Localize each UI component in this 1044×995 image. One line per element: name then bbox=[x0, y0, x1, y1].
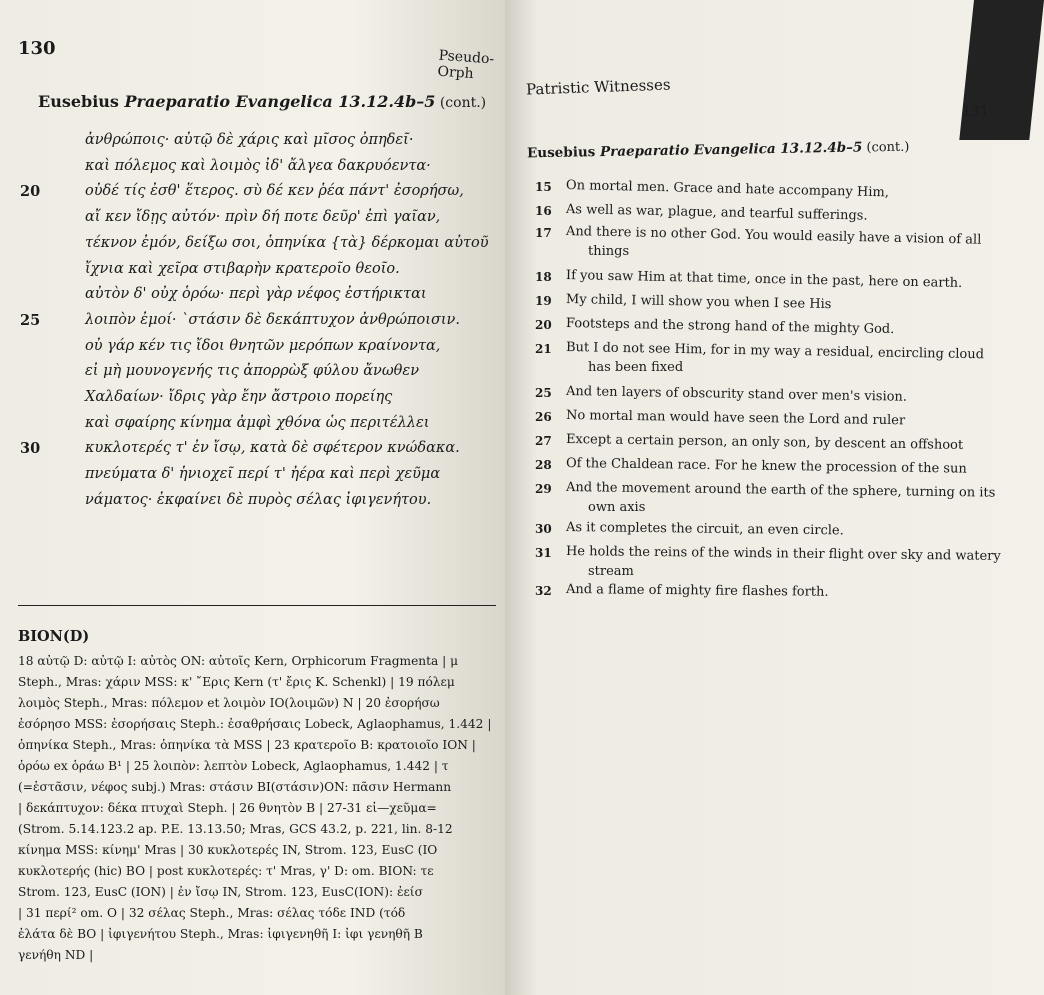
translation-line-continuation: has been fixed bbox=[588, 360, 684, 375]
greek-line: εἰ μὴ μουνογενής τις ἀπορρὼξ φύλου ἄνωθεν bbox=[85, 363, 420, 380]
translation-line-number: 26 bbox=[535, 410, 552, 424]
translation-line: Except a certain person, an only son, by descent an offshoot bbox=[565, 432, 964, 453]
right-running-head: Patristic Witnesses bbox=[525, 75, 671, 99]
translation-line-number: 15 bbox=[535, 180, 552, 194]
translation-line-continuation: things bbox=[588, 244, 630, 259]
translation-line: No mortal man would have seen the Lord and ruler bbox=[565, 408, 906, 429]
heading-prefix: Eusebius bbox=[526, 144, 601, 162]
greek-line: οὐ γάρ κέν τις ἴδοι θνητῶν μερόπων κραίνοντα, bbox=[85, 337, 441, 354]
translation-line-number: 32 bbox=[535, 584, 552, 598]
translation-line-number: 16 bbox=[535, 204, 552, 218]
heading-suffix: (cont.) bbox=[435, 95, 487, 111]
translation-line-number: 25 bbox=[535, 386, 552, 400]
translation-line: And ten layers of obscurity stand over men's vision. bbox=[565, 384, 908, 405]
translation-line: And a flame of mighty fire flashes forth. bbox=[565, 582, 829, 600]
translation-line-number: 28 bbox=[535, 458, 552, 472]
translation-line-number: 30 bbox=[535, 522, 552, 536]
translation-line-number: 31 bbox=[535, 546, 552, 560]
heading-prefix: Eusebius bbox=[38, 92, 125, 111]
apparatus-rule bbox=[18, 605, 496, 606]
translation-line-number: 21 bbox=[535, 342, 552, 356]
translation-line: As it completes the circuit, an even circle. bbox=[565, 520, 844, 539]
translation-line: Footsteps and the strong hand of the mighty God. bbox=[565, 316, 895, 338]
greek-line: καὶ σφαίρης κίνημα ἀμφὶ χθόνα ὡς περιτέλλει bbox=[85, 414, 430, 431]
translation-line: If you saw Him at that time, once in the past, here on earth. bbox=[565, 268, 963, 291]
greek-line-number: 20 bbox=[20, 183, 41, 201]
translation-line-number: 18 bbox=[535, 270, 552, 284]
left-section-heading bbox=[38, 92, 486, 111]
critical-apparatus: 18 αὐτῷ D: αὐτῷ I: αὐτὸς ON: αὐτοῖς Kern, Orphicorum Fragmenta | μ Steph., Mras: χάριν MSS: κ' ῎Ερις Kern (τ' ἔρις K. Schenkl) | 19 πόλεμ λοιμὸς Steph., Mras: πόλεμον et λοιμὸν IO(λοιμῶν) N | 20 ἐσορήσω ἐσόρησο MSS: ἐσορήσαις Steph.: ἐσαθρήσαις Lobeck, Aglaophamus, 1.442 | ὁπηνίκα Steph., Mras: ὁπηνίκα τὰ MSS | 23 κρατεροῖο B: κρατοιοῖο ION | ὁρόω ex ὁράω B¹ | 25 λοιπὸν: λεπτὸν Lobeck, Aglaophamus, 1.442 | τ (=ἑστᾶσιν, νέφος subj.) Mras: στάσιν BI(στάσιν)ON: πᾶσιν Hermann | δεκάπτυχον: δέκα πτυχαὶ Steph. | 26 θνητὸν B | 27-31 εἰ—χεῦμα= (Strom. 5.14.123.2 ap. P.E. 13.13.50; Mras, GCS 43.2, p. 221, lin. 8-12 κίνημα MSS: κίνημ' Mras | 30 κυκλοτερές IN, Strom. 123, EusC (IO κυκλοτερής (hic) BO | post κυκλοτερές: τ' Mras, γ' D: om. BION: τε Strom. 123, EusC (ION) | ἐν ἴσῳ IN, Strom. 123, EusC(ION): ἐείσ | 31 περί² om. O | 32 σέλας Steph., Mras: σέλας τόδε IND (τόδ ἐλάτα δὲ BO | ἰφιγενήτου Steph., Mras: ἰφιγενηθῆ I: ἰφι γενηθῆ B γενήθη ND | bbox=[18, 654, 492, 962]
greek-line: τέκνον ἐμόν, δείξω σοι, ὁπηνίκα {τὰ} δέρκομαι αὐτοῦ bbox=[85, 234, 489, 251]
right-page-number: 131 bbox=[962, 104, 989, 120]
translation-line-number: 17 bbox=[535, 226, 552, 240]
left-running-head: Pseudo-Orph bbox=[436, 47, 495, 83]
greek-line: κυκλοτερές τ' ἐν ἴσῳ, κατὰ δὲ σφέτερον κνώδακα. bbox=[85, 440, 460, 457]
translation-line: My child, I will show you when I see His bbox=[565, 292, 832, 313]
greek-line: αἴ κεν ἴδῃς αὐτόν· πρὶν δή ποτε δεῦρ' ἐπὶ γαῖαν, bbox=[85, 209, 441, 226]
translation-line-continuation: own axis bbox=[588, 500, 646, 515]
left-page-number: 130 bbox=[18, 38, 56, 59]
heading-title: Praeparatio Evangelica 13.12.4b–5 bbox=[599, 139, 863, 161]
translation-line-continuation: stream bbox=[588, 564, 634, 579]
greek-line: λοιπὸν ἐμοί· ˋστάσιν δὲ δεκάπτυχον ἀνθρώποισιν. bbox=[85, 311, 460, 328]
heading-suffix: (cont.) bbox=[862, 139, 910, 156]
greek-line: Χαλδαίων· ἴδρις γὰρ ἔην ἄστροιο πορείης bbox=[85, 389, 393, 405]
translation-line: But I do not see Him, for in my way a residual, encircling cloud bbox=[565, 340, 985, 363]
greek-line: αὐτὸν δ' οὐχ ὁρόω· περὶ γὰρ νέφος ἐστήρικται bbox=[85, 286, 427, 303]
translation-line-number: 20 bbox=[535, 318, 552, 332]
greek-line: καὶ πόλεμος καὶ λοιμὸς ἰδ' ἄλγεα δακρυόεντα· bbox=[85, 157, 431, 174]
translation-line: He holds the reins of the winds in their flight over sky and watery bbox=[565, 544, 1001, 564]
translation-line: And there is no other God. You would easily have a vision of all bbox=[565, 224, 982, 248]
heading-title: Praeparatio Evangelica 13.12.4b–5 bbox=[124, 92, 436, 111]
greek-line-number: 30 bbox=[20, 440, 41, 458]
greek-line: νάματος· ἐκφαίνει δὲ πυρὸς σέλας ἰφιγενήτου. bbox=[85, 491, 432, 508]
translation-line-number: 19 bbox=[535, 294, 552, 308]
greek-line-number: 25 bbox=[20, 311, 41, 329]
translation-line: As well as war, plague, and tearful sufferings. bbox=[565, 202, 868, 224]
greek-line: ἀνθρώποις· αὐτῷ δὲ χάρις καὶ μῖσος ὀπηδεῖ· bbox=[85, 132, 414, 148]
translation-line: Of the Chaldean race. For he knew the procession of the sun bbox=[565, 456, 967, 477]
translation-line-number: 29 bbox=[535, 482, 552, 496]
translation-line-number: 27 bbox=[535, 434, 552, 448]
left-page bbox=[0, 0, 505, 995]
translation-line: And the movement around the earth of the sphere, turning on its bbox=[565, 480, 996, 501]
apparatus-title: BION(D) bbox=[18, 628, 90, 645]
greek-line: οὐδέ τίς ἐσθ' ἕτερος. σὺ δέ κεν ῥέα πάντ' ἐσορήσω, bbox=[85, 183, 464, 200]
greek-line: πνεύματα δ' ἡνιοχεῖ περί τ' ἠέρα καὶ περὶ χεῦμα bbox=[85, 466, 441, 483]
greek-line: ἴχνια καὶ χεῖρα στιβαρὴν κρατεροῖο θεοῖο. bbox=[85, 260, 400, 277]
translation-line: On mortal men. Grace and hate accompany Him, bbox=[565, 178, 890, 201]
